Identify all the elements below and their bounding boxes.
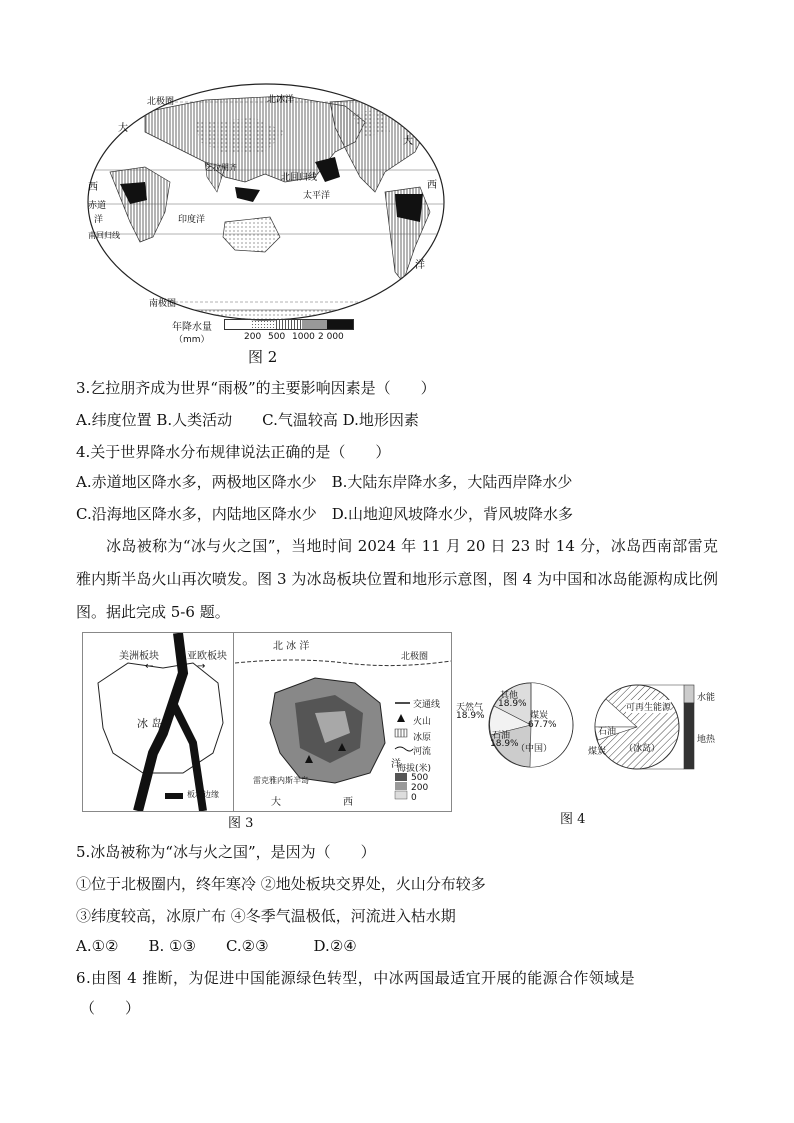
precip-tick-1000: 1000 <box>292 332 315 342</box>
elevation-500: 500 <box>411 773 429 783</box>
eurasian-plate-label: 亚欧板块 <box>187 651 227 662</box>
q4-options-line2: C.沿海地区降水多，内陆地区降水少 D.山地迎风坡降水少，背风坡降水多 <box>76 505 573 523</box>
label-xi-right: 西 <box>427 180 437 191</box>
iceland-label: 冰 岛 <box>137 717 163 730</box>
precip-legend-title: 年降水量 <box>172 322 212 333</box>
figure3 <box>82 632 452 812</box>
label-antarctic-circle: 南极圈 <box>149 299 177 309</box>
q6-paren: （ ） <box>80 999 141 1017</box>
iceland-hydro-label: 水能 <box>697 693 716 703</box>
passage: 冰岛被称为“冰与火之国”，当地时间 2024 年 11 月 20 日 23 时 14 分，冰岛西南部雷克雅内斯半岛火山再次喷发。图 3 为冰岛板块位置和地形示意图，图 4 为中国和冰岛能源构成比例图。据此完成 5-6 题。 <box>76 537 718 621</box>
xi-label-fig3: 西 <box>343 797 353 808</box>
iceland-oil-label: 石油 <box>598 727 617 737</box>
precip-legend-swatches <box>224 319 354 330</box>
china-pie-label: （中国） <box>516 744 553 754</box>
figure3-caption: 图 3 <box>228 816 254 831</box>
arrow-right-icon: → <box>197 661 206 672</box>
china-oil-value: 18.9% <box>490 739 519 749</box>
figure2-caption: 图 2 <box>248 348 278 366</box>
label-pacific: 太平洋 <box>303 191 331 201</box>
arctic-circle-label-fig3: 北极圈 <box>401 652 429 662</box>
elevation-legend-title: 海拔(米) <box>397 764 432 774</box>
iceland-coal-label: 煤炭 <box>588 747 607 757</box>
legend-traffic-label: 交通线 <box>413 700 441 710</box>
q5-stem: 5.冰岛被称为“冰与火之国”，是因为（ ） <box>76 843 376 861</box>
china-oil-name: 石油 <box>492 731 511 741</box>
label-arctic-circle: 北极圈 <box>147 97 175 107</box>
label-xi-left: 西 <box>88 182 98 193</box>
yang-label-fig3: 洋 <box>391 759 401 770</box>
precip-legend-unit: （mm） <box>174 335 210 345</box>
precip-tick-2000: 2 000 <box>318 332 344 342</box>
q5-opt1: ①位于北极圈内，终年寒冷 ②地处板块交界处，火山分布较多 <box>76 875 486 893</box>
label-da-left: 大 <box>118 123 128 134</box>
q6-stem: 6.由图 4 推断，为促进中国能源绿色转型，中冰两国最适宜开展的能源合作领域是 <box>76 969 635 987</box>
precip-legend <box>172 316 362 348</box>
iceland-renewable-label: 可再生能源 <box>626 700 671 713</box>
figure4-caption: 图 4 <box>560 812 586 827</box>
china-gas-value: 18.9% <box>456 711 485 721</box>
label-equator: 赤道 <box>88 201 107 211</box>
q4-stem: 4.关于世界降水分布规律说法正确的是（ ） <box>76 443 391 461</box>
label-tropic-capricorn: 南回归线 <box>88 231 120 240</box>
q5-opt2: ③纬度较高，冰原广布 ④冬季气温极低，河流进入枯水期 <box>76 907 456 925</box>
q3-options: A.纬度位置 B.人类活动 C.气温较高 D.地形因素 <box>76 411 419 429</box>
plate-boundary-label: 板块边缘 <box>187 790 219 799</box>
q3-stem: 3.乞拉朋齐成为世界“雨极”的主要影响因素是（ ） <box>76 379 436 397</box>
q4-options-line1: A.赤道地区降水多，两极地区降水少 B.大陆东岸降水多，大陆西岸降水少 <box>76 473 573 491</box>
china-coal-value: 67.7% <box>528 720 557 730</box>
precip-tick-500: 500 <box>268 332 286 342</box>
label-yang-left: 洋 <box>94 215 104 225</box>
american-plate-label: 美洲板块 <box>119 651 159 662</box>
label-tropic-cancer: 北回归线 <box>281 173 318 183</box>
legend-volcano-label: 火山 <box>413 717 432 727</box>
q5-choices: A.①② B. ①③ C.②③ D.②④ <box>76 937 357 955</box>
label-da-right: 大 <box>403 136 413 147</box>
elevation-200: 200 <box>411 783 429 793</box>
arctic-ocean-label-fig3: 北 冰 洋 <box>273 641 310 652</box>
label-indian-ocean: 印度洋 <box>178 215 206 225</box>
world-precipitation-map <box>85 82 447 350</box>
reykjanes-label: 雷克雅内斯半岛 <box>253 776 309 785</box>
china-gas-name: 天然气 <box>456 703 484 713</box>
china-other-name: 其他 <box>500 691 519 701</box>
figure3-divider <box>233 633 234 811</box>
iceland-pie-label: （冰岛） <box>624 744 661 754</box>
precip-tick-200: 200 <box>244 332 262 342</box>
arrow-left-icon: ← <box>145 661 154 672</box>
label-cherrapunji: 乞拉朋齐 <box>205 163 237 172</box>
china-coal-name: 煤炭 <box>530 711 549 721</box>
elevation-0: 0 <box>411 793 417 803</box>
da-label-fig3: 大 <box>271 797 281 808</box>
china-other-value: 18.9% <box>498 699 527 709</box>
legend-glacier-label: 冰原 <box>413 733 432 743</box>
legend-river-label: 河流 <box>413 747 432 757</box>
label-arctic-ocean: 北冰洋 <box>267 95 295 105</box>
iceland-geothermal-label: 地热 <box>697 735 716 745</box>
label-yang-right: 洋 <box>415 260 425 271</box>
